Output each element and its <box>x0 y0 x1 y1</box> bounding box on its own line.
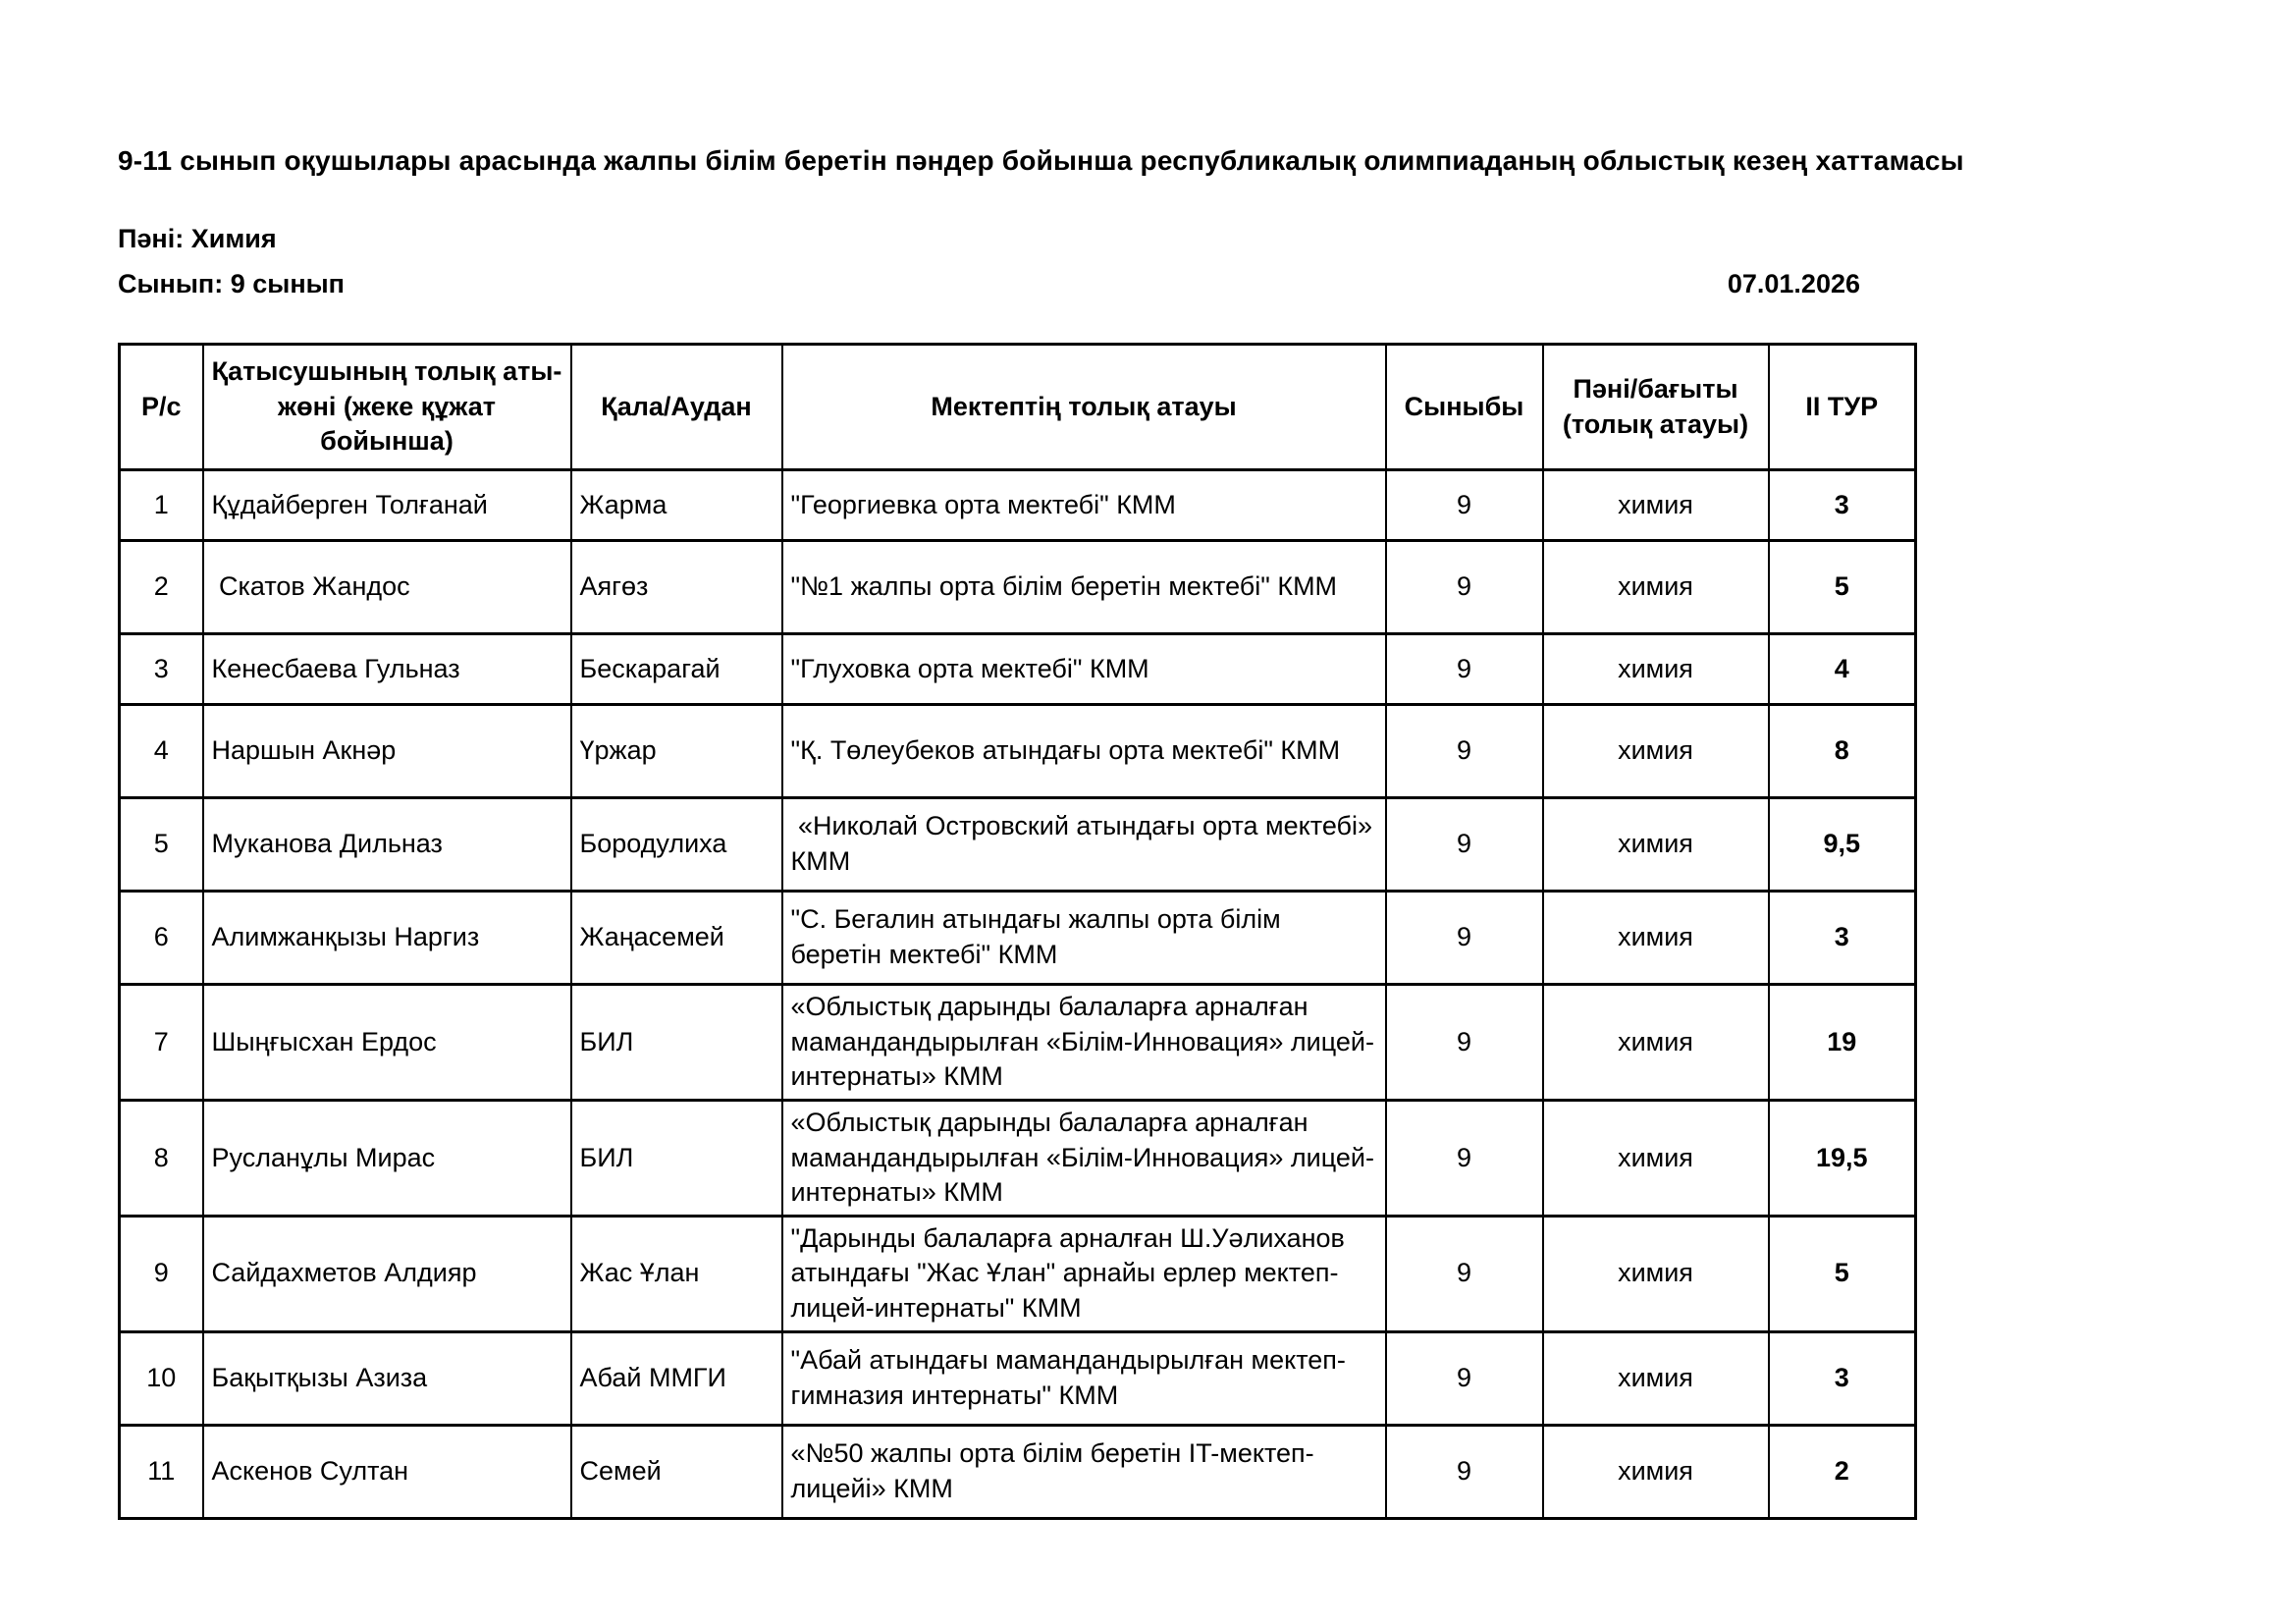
school-name-cell: «Николай Островский атындағы орта мектебі» КММ <box>782 798 1386 892</box>
row-number-cell: 4 <box>120 705 203 798</box>
participant-name-cell: Аскенов Султан <box>203 1425 571 1518</box>
participant-name-cell: Бақытқызы Азиза <box>203 1331 571 1425</box>
row-number-cell: 3 <box>120 634 203 705</box>
header-school: Мектептің толық атауы <box>782 345 1386 470</box>
row-number-cell: 6 <box>120 892 203 985</box>
round2-score-cell: 3 <box>1769 1331 1916 1425</box>
subject-cell: химия <box>1543 634 1769 705</box>
city-district-cell: Үржар <box>571 705 782 798</box>
subject-cell: химия <box>1543 541 1769 634</box>
subject-cell: химия <box>1543 1425 1769 1518</box>
subject-cell: химия <box>1543 1331 1769 1425</box>
subject-cell: химия <box>1543 470 1769 541</box>
grade-cell: 9 <box>1386 541 1543 634</box>
table-row <box>120 470 1916 541</box>
header-city: Қала/Аудан <box>571 345 782 470</box>
city-district-cell: Жас Ұлан <box>571 1216 782 1331</box>
city-district-cell: Абай ММГИ <box>571 1331 782 1425</box>
round2-score-cell: 19,5 <box>1769 1100 1916 1216</box>
results-body <box>120 470 1916 1519</box>
meta-block <box>118 224 1914 299</box>
grade-cell: 9 <box>1386 634 1543 705</box>
city-district-cell: Жаңасемей <box>571 892 782 985</box>
class-line: Сынып: 9 сынып <box>118 269 345 298</box>
table-row <box>120 1331 1916 1425</box>
grade-cell: 9 <box>1386 892 1543 985</box>
grade-cell: 9 <box>1386 1100 1543 1216</box>
row-number-cell: 8 <box>120 1100 203 1216</box>
header-row <box>120 345 1916 470</box>
city-district-cell: Бескарагай <box>571 634 782 705</box>
table-row <box>120 798 1916 892</box>
grade-cell: 9 <box>1386 1331 1543 1425</box>
subject-cell: химия <box>1543 705 1769 798</box>
grade-cell: 9 <box>1386 470 1543 541</box>
round2-score-cell: 5 <box>1769 541 1916 634</box>
school-name-cell: «№50 жалпы орта білім беретін IT-мектеп-лицейі» КММ <box>782 1425 1386 1518</box>
table-row <box>120 705 1916 798</box>
subject-cell: химия <box>1543 1100 1769 1216</box>
participant-name-cell: Алимжанқызы Наргиз <box>203 892 571 985</box>
row-number-cell: 10 <box>120 1331 203 1425</box>
row-number-cell: 11 <box>120 1425 203 1518</box>
results-table-header <box>120 345 1916 470</box>
table-row <box>120 1100 1916 1216</box>
header-subject: Пәні/бағыты (толық атауы) <box>1543 345 1769 470</box>
row-number-cell: 1 <box>120 470 203 541</box>
round2-score-cell: 3 <box>1769 892 1916 985</box>
school-name-cell: "№1 жалпы орта білім беретін мектебі" КММ <box>782 541 1386 634</box>
school-name-cell: «Облыстық дарынды балаларға арналған мамандандырылған «Білім-Инновация» лицей-интернаты» КММ <box>782 1100 1386 1216</box>
participant-name-cell: Құдайберген Толғанай <box>203 470 571 541</box>
school-name-cell: "Қ. Төлеубеков атындағы орта мектебі" КММ <box>782 705 1386 798</box>
round2-score-cell: 19 <box>1769 985 1916 1101</box>
subject-cell: химия <box>1543 798 1769 892</box>
class-date-row <box>118 269 1914 299</box>
school-name-cell: "С. Бегалин атындағы жалпы орта білім беретін мектебі" КММ <box>782 892 1386 985</box>
participant-name-cell: Муканова Дильназ <box>203 798 571 892</box>
school-name-cell: "Георгиевка орта мектебі" КММ <box>782 470 1386 541</box>
grade-cell: 9 <box>1386 798 1543 892</box>
table-row <box>120 892 1916 985</box>
city-district-cell: БИЛ <box>571 985 782 1101</box>
grade-cell: 9 <box>1386 705 1543 798</box>
round2-score-cell: 3 <box>1769 470 1916 541</box>
header-grade: Сыныбы <box>1386 345 1543 470</box>
table-row <box>120 985 1916 1101</box>
subject-cell: химия <box>1543 1216 1769 1331</box>
subject-cell: химия <box>1543 985 1769 1101</box>
table-row <box>120 634 1916 705</box>
city-district-cell: Жарма <box>571 470 782 541</box>
city-district-cell: Бородулиха <box>571 798 782 892</box>
round2-score-cell: 4 <box>1769 634 1916 705</box>
table-row <box>120 541 1916 634</box>
participant-name-cell: Наршын Акнәр <box>203 705 571 798</box>
subject-line: Пәні: Химия <box>118 224 277 253</box>
row-number-cell: 7 <box>120 985 203 1101</box>
city-district-cell: БИЛ <box>571 1100 782 1216</box>
school-name-cell: "Абай атындағы мамандандырылған мектеп-гимназия интернаты" КММ <box>782 1331 1386 1425</box>
header-round2: II ТУР <box>1769 345 1916 470</box>
school-name-cell: «Облыстық дарынды балаларға арналған мамандандырылған «Білім-Инновация» лицей-интернаты» КММ <box>782 985 1386 1101</box>
header-num: Р/с <box>120 345 203 470</box>
row-number-cell: 5 <box>120 798 203 892</box>
grade-cell: 9 <box>1386 985 1543 1101</box>
round2-score-cell: 2 <box>1769 1425 1916 1518</box>
school-name-cell: "Глуховка орта мектебі" КММ <box>782 634 1386 705</box>
participant-name-cell: Русланұлы Мирас <box>203 1100 571 1216</box>
grade-cell: 9 <box>1386 1425 1543 1518</box>
header-name: Қатысушының толық аты-жөні (жеке құжат бойынша) <box>203 345 571 470</box>
participant-name-cell: Шыңғысхан Ердос <box>203 985 571 1101</box>
participant-name-cell: Сайдахметов Алдияр <box>203 1216 571 1331</box>
participant-name-cell: Кенесбаева Гульназ <box>203 634 571 705</box>
participant-name-cell: Скатов Жандос <box>203 541 571 634</box>
round2-score-cell: 9,5 <box>1769 798 1916 892</box>
subject-cell: химия <box>1543 892 1769 985</box>
round2-score-cell: 8 <box>1769 705 1916 798</box>
table-row <box>120 1216 1916 1331</box>
city-district-cell: Аягөз <box>571 541 782 634</box>
grade-cell: 9 <box>1386 1216 1543 1331</box>
results-table <box>118 343 1917 1520</box>
round2-score-cell: 5 <box>1769 1216 1916 1331</box>
row-number-cell: 2 <box>120 541 203 634</box>
row-number-cell: 9 <box>120 1216 203 1331</box>
city-district-cell: Семей <box>571 1425 782 1518</box>
school-name-cell: "Дарынды балаларға арналған Ш.Уәлиханов атындағы "Жас Ұлан" арнайы ерлер мектеп-лицей-интернаты" КММ <box>782 1216 1386 1331</box>
date-label: 07.01.2026 <box>1727 269 1860 298</box>
table-row <box>120 1425 1916 1518</box>
page-title: 9-11 сынып оқушылары арасында жалпы білім беретін пәндер бойынша республикалық олимпиаданың облыстық кезең хаттамасы <box>118 145 1964 176</box>
